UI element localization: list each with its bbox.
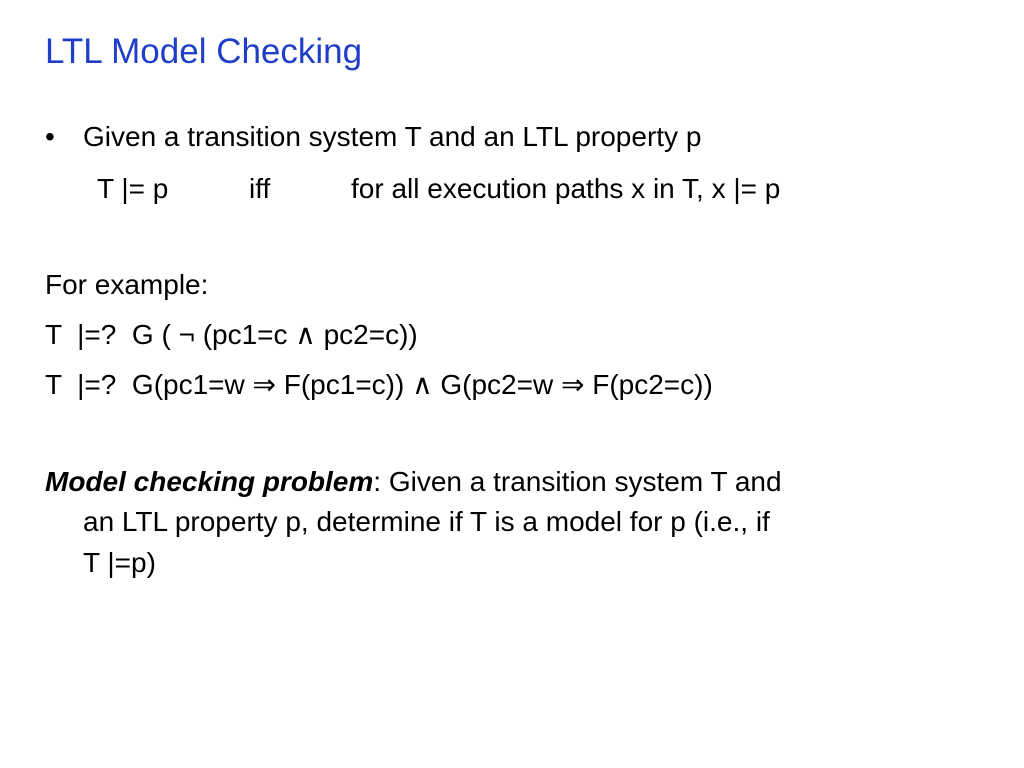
example-formula-2: T |=? G(pc1=w ⇒ F(pc1=c)) ∧ G(pc2=w ⇒ F(pc2=c)) bbox=[45, 369, 713, 400]
example-formula-1: T |=? G ( ¬ (pc1=c ∧ pc2=c)) bbox=[45, 319, 418, 350]
definition-right: for all execution paths x in T, x |= p bbox=[351, 173, 781, 204]
bullet-symbol: • bbox=[45, 121, 55, 152]
definition-middle: iff bbox=[249, 173, 271, 204]
slide-title: LTL Model Checking bbox=[45, 32, 363, 71]
example-heading: For example: bbox=[45, 269, 209, 300]
problem-line-3: T |=p) bbox=[83, 547, 156, 578]
problem-colon: : bbox=[373, 466, 382, 497]
problem-line-2: an LTL property p, determine if T is a model for p (i.e., if bbox=[83, 506, 770, 537]
problem-label: Model checking problem bbox=[45, 466, 374, 497]
problem-line-1 bbox=[45, 465, 782, 499]
problem-line-1-text: Given a transition system T and bbox=[381, 466, 782, 497]
definition-left: T |= p bbox=[97, 173, 169, 204]
bullet-text: Given a transition system T and an LTL property p bbox=[83, 121, 702, 152]
